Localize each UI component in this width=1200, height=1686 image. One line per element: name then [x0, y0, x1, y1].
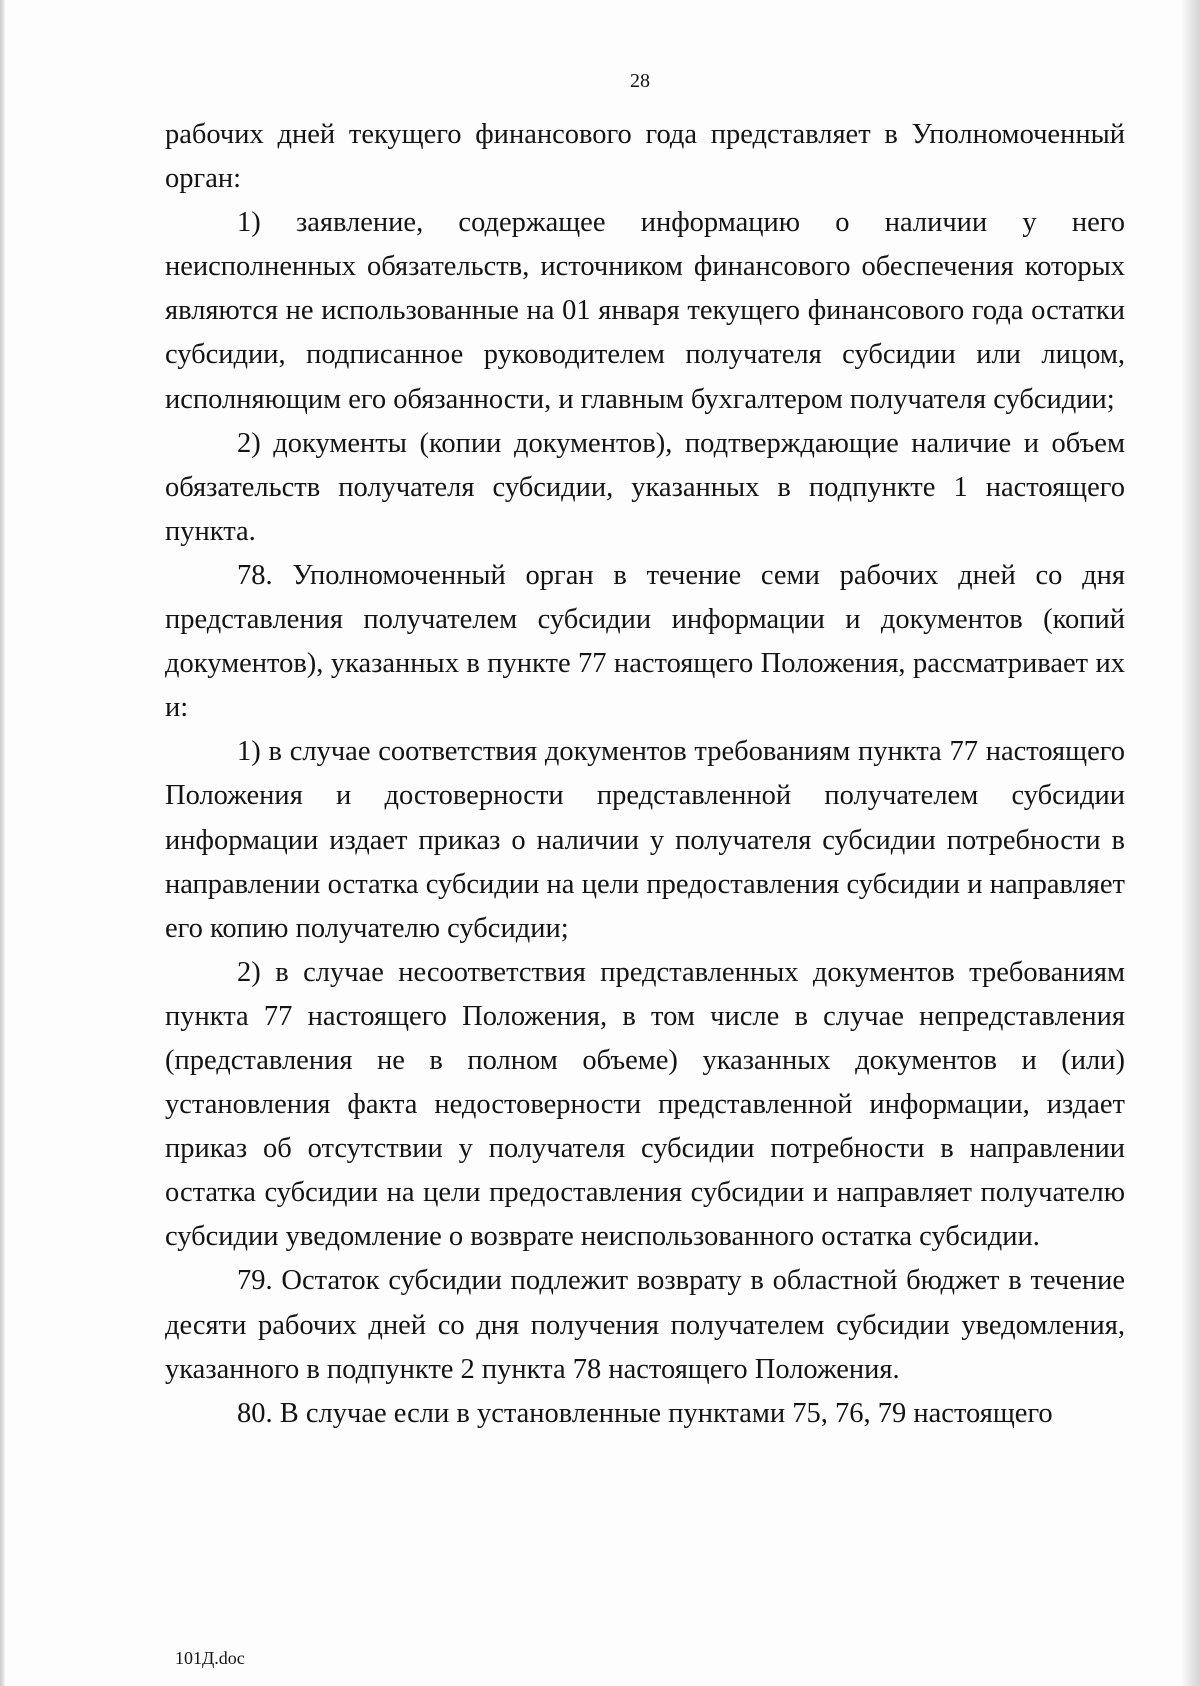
document-body	[165, 113, 1125, 1436]
paragraph-78-item-2: 2) в случае несоответствия представленных документов требованиям пункта 77 настоящего Положения, в том числе в случае непредставления (представления не в полном объеме) указанных документов и (или) установления факта недостоверности представленной информации, издает приказ об отсутствии у получателя субсидии потребности в направлении остатка субсидии на цели предоставления субсидии и направляет получателю субсидии уведомление о возврате неиспользованного остатка субсидии.	[165, 956, 1125, 1253]
paragraph-item-1: 1) заявление, содержащее информацию о наличии у него неисполненных обязательств, источником финансового обеспечения которых являются не использованные на 01 января текущего финансового года остатки субсидии, подписанное руководителем получателя субсидии или лицом, исполняющим его обязанности, и главным бухгалтером получателя субсидии;	[165, 207, 1125, 415]
paragraph-continuation: рабочих дней текущего финансового года представляет в Уполномоченный орган:	[165, 119, 1125, 195]
paragraph-79: 79. Остаток субсидии подлежит возврату в областной бюджет в течение десяти рабочих дней со дня получения получателем субсидии уведомления, указанного в подпункте 2 пункта 78 настоящего Положения.	[165, 1265, 1125, 1385]
paragraph-78: 78. Уполномоченный орган в течение семи рабочих дней со дня представления получателем субсидии информации и документов (копий документов), указанных в пункте 77 настоящего Положения, рассматривает их и:	[165, 559, 1125, 724]
page-number: 28	[630, 70, 650, 92]
footer-file-name: 101Д.doc	[175, 1648, 245, 1668]
paragraph-78-item-1: 1) в случае соответствия документов требованиям пункта 77 настоящего Положения и достоверности представленной получателем субсидии информации издает приказ о наличии у получателя субсидии потребности в направлении остатка субсидии на цели предоставления субсидии и направляет его копию получателю субсидии;	[165, 736, 1125, 944]
scan-edge-right	[1182, 0, 1200, 1686]
paragraph-item-2: 2) документы (копии документов), подтверждающие наличие и объем обязательств получателя субсидии, указанных в подпункте 1 настоящего пункта.	[165, 427, 1125, 547]
scan-edge-left	[0, 0, 5, 1686]
paragraph-80: 80. В случае если в установленные пунктами 75, 76, 79 настоящего	[237, 1397, 1053, 1429]
